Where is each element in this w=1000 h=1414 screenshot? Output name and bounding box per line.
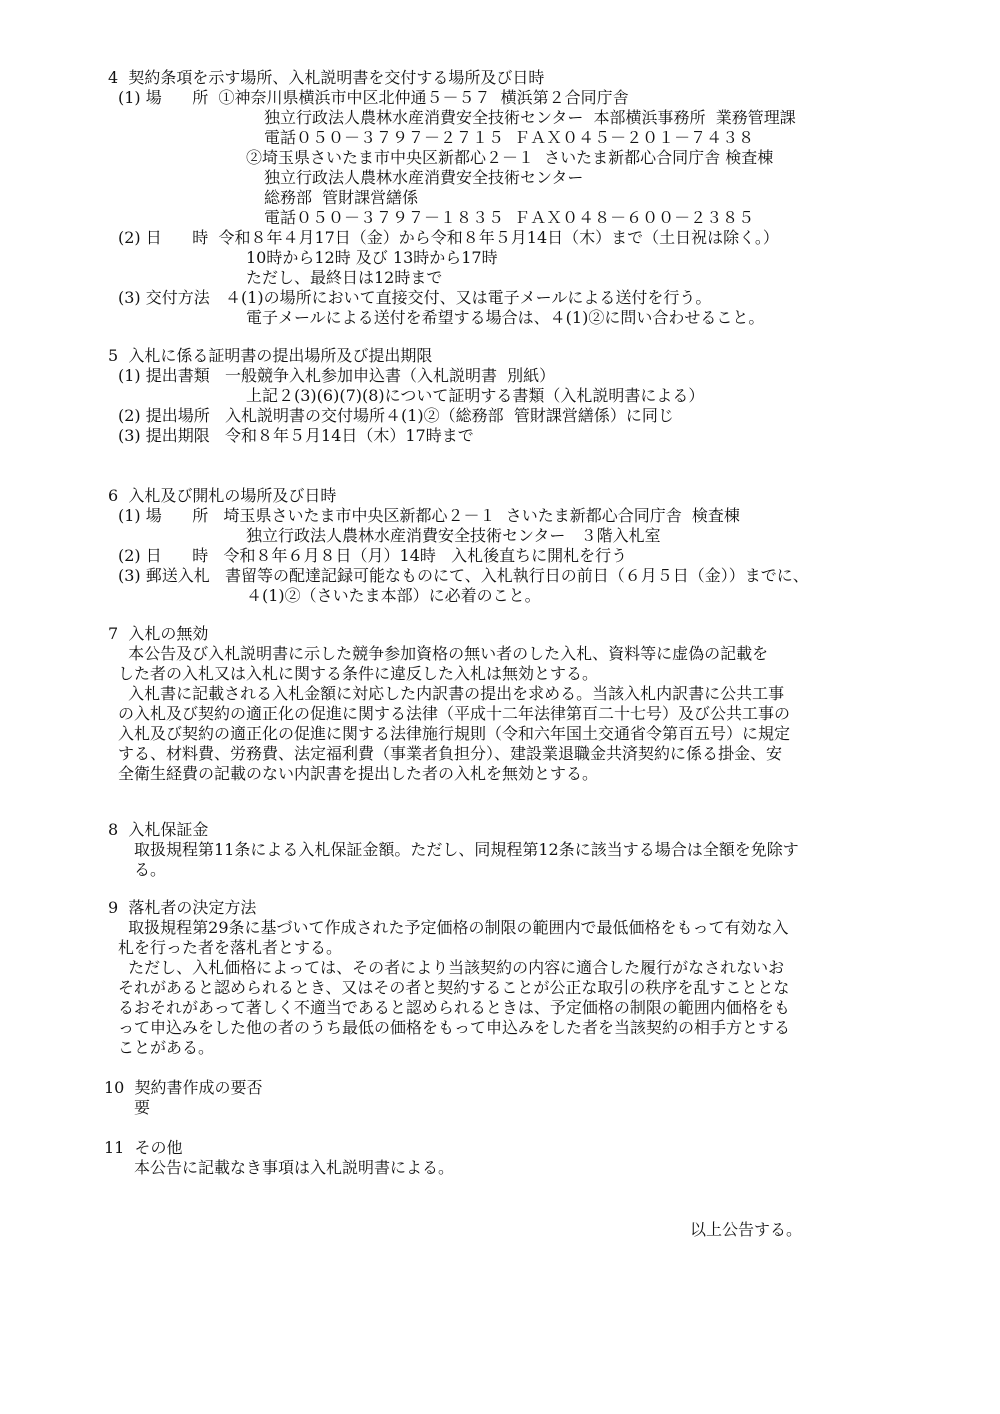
text-line: (3) 交付方法 ４(1)の場所において直接交付、又は電子メールによる送付を行う。 <box>118 288 712 307</box>
text-line: 総務部 管財課営繕係 <box>264 188 419 207</box>
closing-text: 以上公告する。 <box>690 1220 803 1239</box>
text-line: 札を行った者を落札者とする。 <box>118 938 343 957</box>
text-line: 4 契約条項を示す場所、入札説明書を交付する場所及び日時 <box>108 68 545 87</box>
text-line: 9 落札者の決定方法 <box>108 898 257 917</box>
text-line: 電話０５０－３７９７－１８３５ ＦＡＸ０４８－６００－２３８５ <box>264 208 755 227</box>
text-line: (3) 郵送入札 書留等の配達記録可能なものにて、入札執行日の前日（６月５日（金））までに、 <box>118 566 809 585</box>
text-line: 入札及び契約の適正化の促進に関する法律施行規則（令和六年国土交通省令第百五号）に規定 <box>118 724 791 743</box>
text-line: 電話０５０－３７９７－２７１５ ＦＡＸ０４５－２０１－７４３８ <box>264 128 755 147</box>
text-line: 要 <box>134 1098 151 1117</box>
text-line: 本公告に記載なき事項は入札説明書による。 <box>134 1158 455 1177</box>
text-line: それがあると認められるとき、又はその者と契約することが公正な取引の秩序を乱すこととな <box>118 978 790 997</box>
text-line: 入札書に記載される入札金額に対応した内訳書の提出を求める。当該入札内訳書に公共工事 <box>118 684 785 703</box>
text-line: 独立行政法人農林水産消費安全技術センター ３階入札室 <box>246 526 661 545</box>
text-line: るおそれがあって著しく不適当であると認められるときは、予定価格の制限の範囲内価格をも <box>118 998 790 1017</box>
text-line: 独立行政法人農林水産消費安全技術センター 本部横浜事務所 業務管理課 <box>264 108 796 127</box>
text-line: する、材料費、労務費、法定福利費（事業者負担分）、建設業退職金共済契約に係る掛金、安 <box>118 744 783 763</box>
text-line: 8 入札保証金 <box>108 820 209 839</box>
text-line: (1) 場 所 埼玉県さいたま市中央区新都心２－１ さいたま新都心合同庁舎 検査棟 <box>118 506 740 525</box>
text-line: した者の入札又は入札に関する条件に違反した入札は無効とする。 <box>118 664 599 683</box>
text-line: ②埼玉県さいたま市中央区新都心２－１ さいたま新都心合同庁舎 検査棟 <box>246 148 774 167</box>
text-line: 7 入札の無効 <box>108 624 209 643</box>
text-line: (3) 提出期限 令和８年５月14日（木）17時まで <box>118 426 474 445</box>
text-line: 独立行政法人農林水産消費安全技術センター <box>264 168 584 187</box>
text-line: (2) 日 時 令和８年６月８日（月）14時 入札後直ちに開札を行う <box>118 546 628 565</box>
text-line: 電子メールによる送付を希望する場合は、４(1)②に問い合わせること。 <box>246 308 765 327</box>
text-line: ただし、入札価格によっては、その者により当該契約の内容に適合した履行がなされないお <box>118 958 785 977</box>
text-line: ことがある。 <box>118 1038 215 1057</box>
text-line: 6 入札及び開札の場所及び日時 <box>108 486 337 505</box>
text-line: (1) 提出書類 一般競争入札参加申込書（入札説明書 別紙） <box>118 366 556 385</box>
text-line: の入札及び契約の適正化の促進に関する法律（平成十二年法律第百二十七号）及び公共工事の <box>118 704 791 723</box>
text-line: 本公告及び入札説明書に示した競争参加資格の無い者のした入札、資料等に虚偽の記載を <box>118 644 769 663</box>
text-line: る。 <box>134 860 167 879</box>
text-line: ただし、最終日は12時まで <box>246 268 443 287</box>
text-line: (2) 日 時 令和８年４月17日（金）から令和８年５月14日（木）まで（土日祝は除く。） <box>118 228 779 247</box>
text-line: (1) 場 所 ①神奈川県横浜市中区北仲通５－５７ 横浜第２合同庁舎 <box>118 88 629 107</box>
text-line: 11 その他 <box>104 1138 183 1157</box>
text-line: (2) 提出場所 入札説明書の交付場所４(1)②（総務部 管財課営繕係）に同じ <box>118 406 674 425</box>
text-line: 全衛生経費の記載のない内訳書を提出した者の入札を無効とする。 <box>118 764 599 783</box>
text-line: 5 入札に係る証明書の提出場所及び提出期限 <box>108 346 433 365</box>
text-line: って申込みをした他の者のうち最低の価格をもって申込みをした者を当該契約の相手方とする <box>118 1018 791 1037</box>
text-line: 取扱規程第29条に基づいて作成された予定価格の制限の範囲内で最低価格をもって有効な入 <box>118 918 789 937</box>
text-line: 10 契約書作成の要否 <box>104 1078 263 1097</box>
text-line: 10時から12時 及び 13時から17時 <box>246 248 498 267</box>
text-line: 取扱規程第11条による入札保証金額。ただし、同規程第12条に該当する場合は全額を免除す <box>134 840 799 859</box>
text-line: 上記２(3)(6)(7)(8)について証明する書類（入札説明書による） <box>246 386 705 405</box>
text-line: ４(1)②（さいたま本部）に必着のこと。 <box>246 586 541 605</box>
